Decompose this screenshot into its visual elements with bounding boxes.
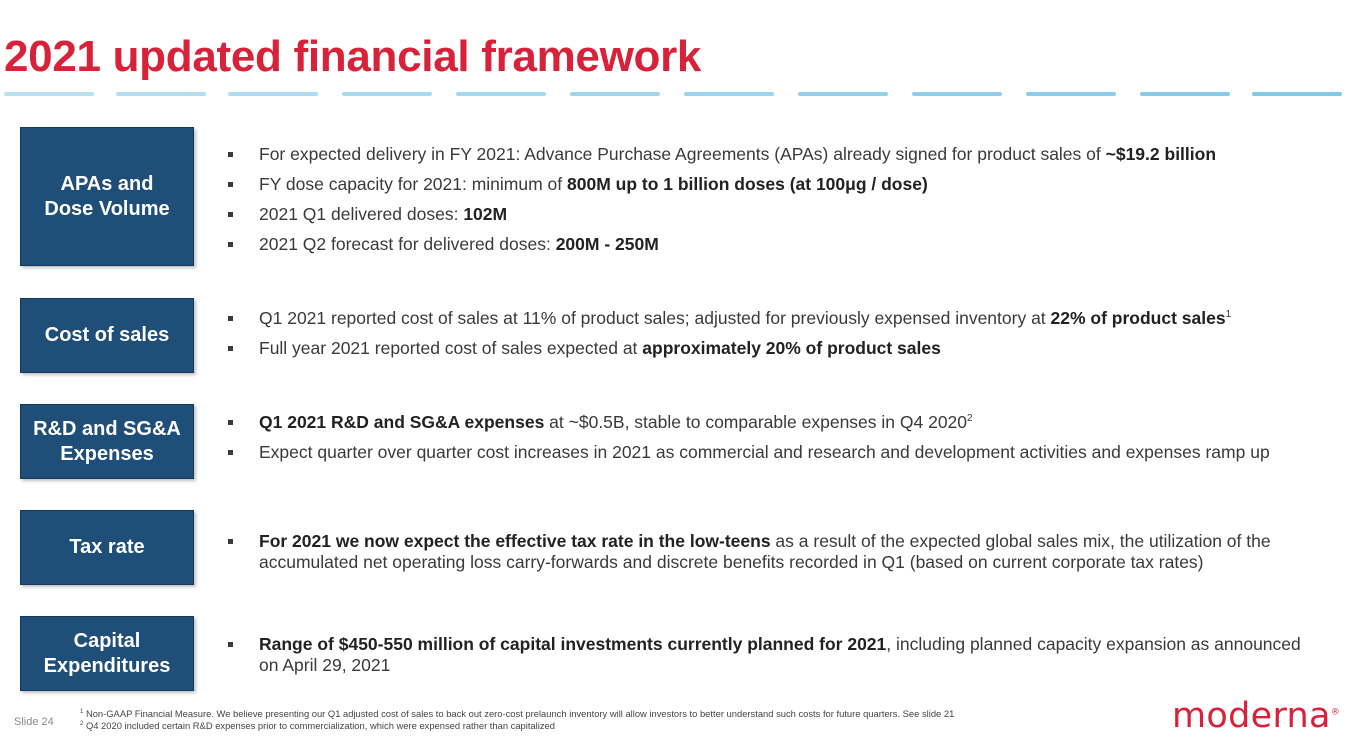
bullet-item: Range of $450-550 million of capital investments currently planned for 2021, including planned capacity expansion as announced on April 29, 2021	[228, 634, 1318, 676]
bullet-item: Full year 2021 reported cost of sales expected at approximately 20% of product sales	[228, 338, 1318, 359]
footnote-2: $^2$ Q4 2020 included certain R&D expenses prior to commercialization, which were expensed rather than capitalized	[80, 720, 555, 731]
bullet-list	[228, 308, 1318, 368]
section-tax-rate	[20, 510, 1340, 586]
bullet-item: For expected delivery in FY 2021: Advance Purchase Agreements (APAs) already signed for product sales of ~$19.2 billion	[228, 144, 1318, 165]
section-label-box	[20, 510, 194, 585]
moderna-logo: moderna®	[1172, 696, 1341, 736]
section-apas-dose-volume	[20, 127, 1340, 267]
bullet-item: Expect quarter over quarter cost increases in 2021 as commercial and research and development activities and expenses ramp up	[228, 442, 1318, 463]
section-label-box	[20, 298, 194, 373]
footnote-1: $^1$ Non-GAAP Financial Measure. We believe presenting our Q1 adjusted cost of sales to back out zero-cost prelaunch inventory will allow investors to better understand such costs for future quarters. See slide 21	[80, 708, 955, 719]
section-rd-sga-expenses	[20, 404, 1340, 480]
bullet-item: FY dose capacity for 2021: minimum of 800M up to 1 billion doses (at 100μg / dose)	[228, 174, 1318, 195]
section-label-line: APAs and	[60, 172, 154, 195]
footnote-ref: 1	[1225, 309, 1232, 321]
bullet-item: 2021 Q1 delivered doses: 102M	[228, 204, 1318, 225]
section-label-box	[20, 616, 194, 691]
bullet-item: For 2021 we now expect the effective tax rate in the low-teens as a result of the expected global sales mix, the utilization of the accumulated net operating loss carry-forwards and discrete benefits recorded in Q1 (based on current corporate tax rates)	[228, 531, 1318, 573]
bullet-list	[228, 412, 1318, 472]
section-label-line: Expenditures	[43, 654, 171, 677]
rule-dash	[342, 92, 432, 96]
section-label-line: Capital	[73, 629, 141, 652]
rule-dash	[570, 92, 660, 96]
rule-dash	[1252, 92, 1342, 96]
section-label-line: Dose Volume	[44, 197, 170, 220]
rule-dash	[116, 92, 206, 96]
section-label-box	[20, 404, 194, 479]
rule-dash	[912, 92, 1002, 96]
rule-dash	[684, 92, 774, 96]
bullet-item: Q1 2021 R&D and SG&A expenses at ~$0.5B, stable to comparable expenses in Q4 2020$^2$	[228, 412, 1318, 433]
slide-number: Slide 24	[14, 716, 54, 728]
rule-dash	[456, 92, 546, 96]
section-label-line: Expenses	[60, 442, 154, 465]
page-title: 2021 updated financial framework	[4, 32, 702, 81]
footnote-ref: 2	[967, 413, 973, 425]
rule-dash	[4, 92, 94, 96]
bullet-list	[228, 531, 1318, 582]
dashed-divider	[0, 92, 1362, 98]
bullet-item: 2021 Q2 forecast for delivered doses: 200M - 250M	[228, 234, 1318, 255]
section-cost-of-sales	[20, 298, 1340, 374]
section-capital-expenditures	[20, 616, 1340, 692]
rule-dash	[1026, 92, 1116, 96]
section-label-box	[20, 127, 194, 266]
bullet-item: Q1 2021 reported cost of sales at 11% of product sales; adjusted for previously expensed inventory at 22% of product sales$^1$	[228, 308, 1318, 329]
section-label-line: R&D and SG&A	[33, 417, 181, 440]
rule-dash	[798, 92, 888, 96]
rule-dash	[1140, 92, 1230, 96]
rule-dash	[228, 92, 318, 96]
bullet-list	[228, 634, 1318, 685]
bullet-list	[228, 144, 1318, 264]
section-label-line: Cost of sales	[44, 324, 170, 346]
footnotes	[80, 708, 954, 732]
section-label-line: Tax rate	[69, 536, 145, 558]
